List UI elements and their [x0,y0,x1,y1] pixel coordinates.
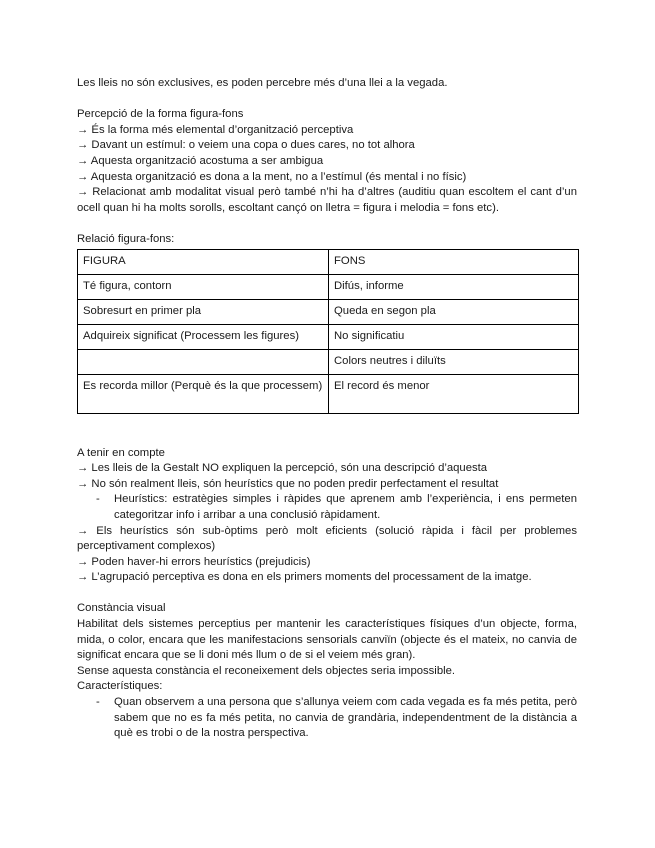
sub-list-item [77,695,577,742]
table-row [78,274,579,299]
table-row [78,324,579,349]
table-row [78,374,579,413]
list-item: → Les lleis de la Gestalt NO expliquen la percepció, són una descripció d’aquesta [77,462,488,475]
table-cell-figura: Es recorda millor (Perquè és la que processem) [78,374,329,413]
body-paragraph: Habilitat dels sistemes perceptius per mantenir les característiques físiques d’un objecte, forma, mida, o color, encara que les manifestacions sensorials canviïn (objecte és el mateix, no canvia de significat encara que se li doni més llum o de si el veiem més gran). [77,618,577,662]
list-item: → Davant un estímul: o veiem una copa o dues cares, no tot alhora [77,139,415,152]
list-item: → Aquesta organització es dona a la ment, no a l’estímul (és mental i no físic) [77,170,467,183]
table-cell-fons: Colors neutres i diluïts [329,349,579,374]
list-item: → No són realment lleis, són heurístics que no poden predir perfectament el resultat [77,477,499,490]
section-constancia-title: Constància visual [77,602,166,615]
dash-bullet: - [96,493,100,506]
list-item: → És la forma més elemental d’organització perceptiva [77,123,354,136]
dash-bullet: - [96,696,100,709]
list-item: → Aquesta organització acostuma a ser ambigua [77,154,324,167]
body-line: Sense aquesta constància el reconeixement dels objectes seria impossible. [77,664,456,677]
table-cell-fons: No significatiu [329,324,579,349]
figura-fons-table [77,249,579,414]
intro-text: Les lleis no són exclusives, es poden percebre més d’una llei a la vegada. [77,77,448,89]
list-paragraph: → Els heurístics són sub-òptims però molt eficients (solució ràpida i fàcil per problemes perceptivament complexos) [77,524,577,553]
list-item: → Poden haver-hi errors heurístics (prejudicis) [77,555,311,568]
list-paragraph: → Relacionat amb modalitat visual però també n’hi ha d’altres (auditiu quan escoltem el cant d’un ocell quan hi ha molts sorolls, escoltant cançó on lletra = figura i melodia = fons etc). [77,186,577,214]
table-row [78,349,579,374]
table-header-figura: FIGURA [78,249,329,274]
table-caption: Relació figura-fons: [77,232,175,245]
table-cell-fons: Queda en segon pla [329,299,579,324]
sub-list-text: Heurístics: estratègies simples i ràpides que aprenem amb l’experiència, i ens permeten categoritzar info i arribar a una conclusió ràpidament. [114,493,577,521]
table-header-fons: FONS [329,249,579,274]
sub-list-item [77,492,577,523]
document-page [77,76,577,742]
table-cell-fons: El record és menor [329,374,579,413]
list-item: → L’agrupació perceptiva es dona en els primers moments del processament de la imatge. [77,571,532,584]
section-a-tenir-en-compte-title: A tenir en compte [77,446,165,459]
table-cell-figura: Adquireix significat (Processem les figures) [78,324,329,349]
table-cell-figura: Sobresurt en primer pla [78,299,329,324]
subheading: Característiques: [77,680,163,693]
table-cell-figura [78,349,329,374]
sub-list-text: Quan observem a una persona que s’allunya veiem com cada vegada es fa més petita, però sabem que no es fa més petita, no canvia de grandària, independentment de la distància a què es trobi o de la nostra perspectiva. [114,696,577,740]
section-figura-fons-title: Percepció de la forma figura-fons [77,108,244,121]
table-header-row [78,249,579,274]
table-cell-figura: Té figura, contorn [78,274,329,299]
table-row [78,299,579,324]
table-cell-fons: Difús, informe [329,274,579,299]
